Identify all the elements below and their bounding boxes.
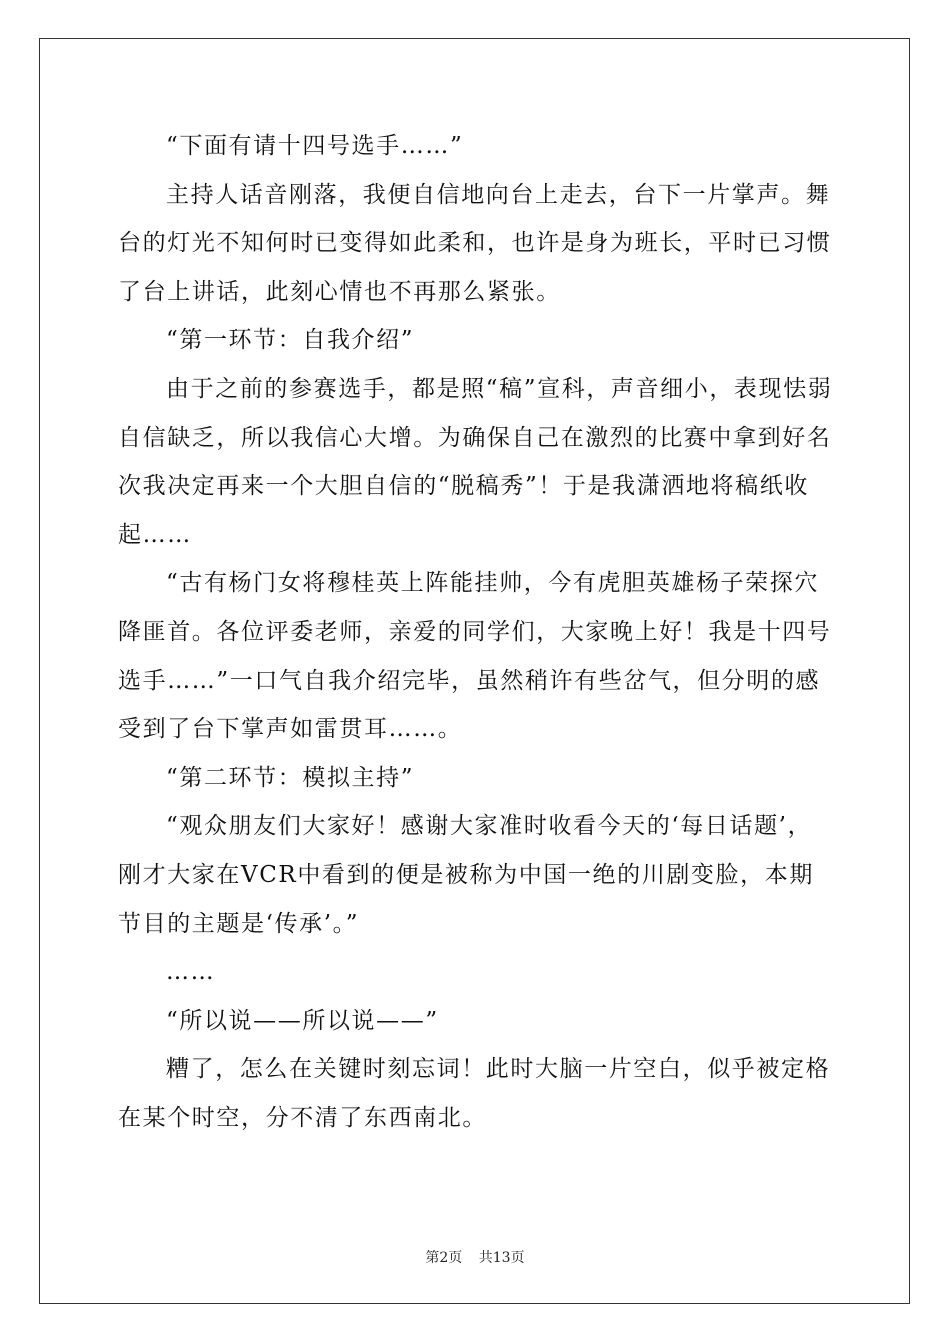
paragraph: “所以说——所以说——” (166, 1007, 439, 1034)
paragraph: “古有杨门女将穆桂英上阵能挂帅，今有虎胆英雄杨子荣探穴降匪首。各位评委老师，亲爱的同学们，大家晚上好！我是十四号选手……”一口气自我介绍完毕，虽然稍许有些岔气，但分明的感受到了台下掌声如雷贯耳……。 (118, 570, 832, 743)
page-total: 共13页 (478, 1250, 525, 1266)
paragraph: 由于之前的参赛选手，都是照“稿”宣科，声音细小，表现怯弱自信缺乏，所以我信心大增。为确保自己在激烈的比赛中拿到好名次我决定再来一个大胆自信的“脱稿秀”！于是我潇洒地将稿纸收起…… (118, 375, 833, 548)
paragraph: “第二环节：模拟主持” (166, 764, 415, 791)
page-footer (0, 1247, 950, 1267)
paragraph: “观众朋友们大家好！感谢大家准时收看今天的‘每日话题’，刚才大家在VCR中看到的便是被称为中国一绝的川剧变脸，本期节目的主题是‘传承’。” (118, 813, 814, 937)
paragraph: “下面有请十四号选手……” (166, 133, 464, 159)
paragraph: …… (166, 959, 216, 986)
paragraph: 糟了，怎么在关键时刻忘词！此时大脑一片空白，似乎被定格在某个时空，分不清了东西南北。 (118, 1056, 831, 1131)
paragraph: 主持人话音刚落，我便自信地向台上走去，台下一片掌声。舞台的灯光不知何时已变得如此柔和，也许是身为班长，平时已习惯了台上讲话，此刻心情也不再那么紧张。 (118, 181, 832, 305)
paragraph: “第一环节：自我介绍” (166, 327, 415, 354)
page-number: 第2页 (425, 1250, 463, 1266)
document-body (118, 122, 834, 1142)
